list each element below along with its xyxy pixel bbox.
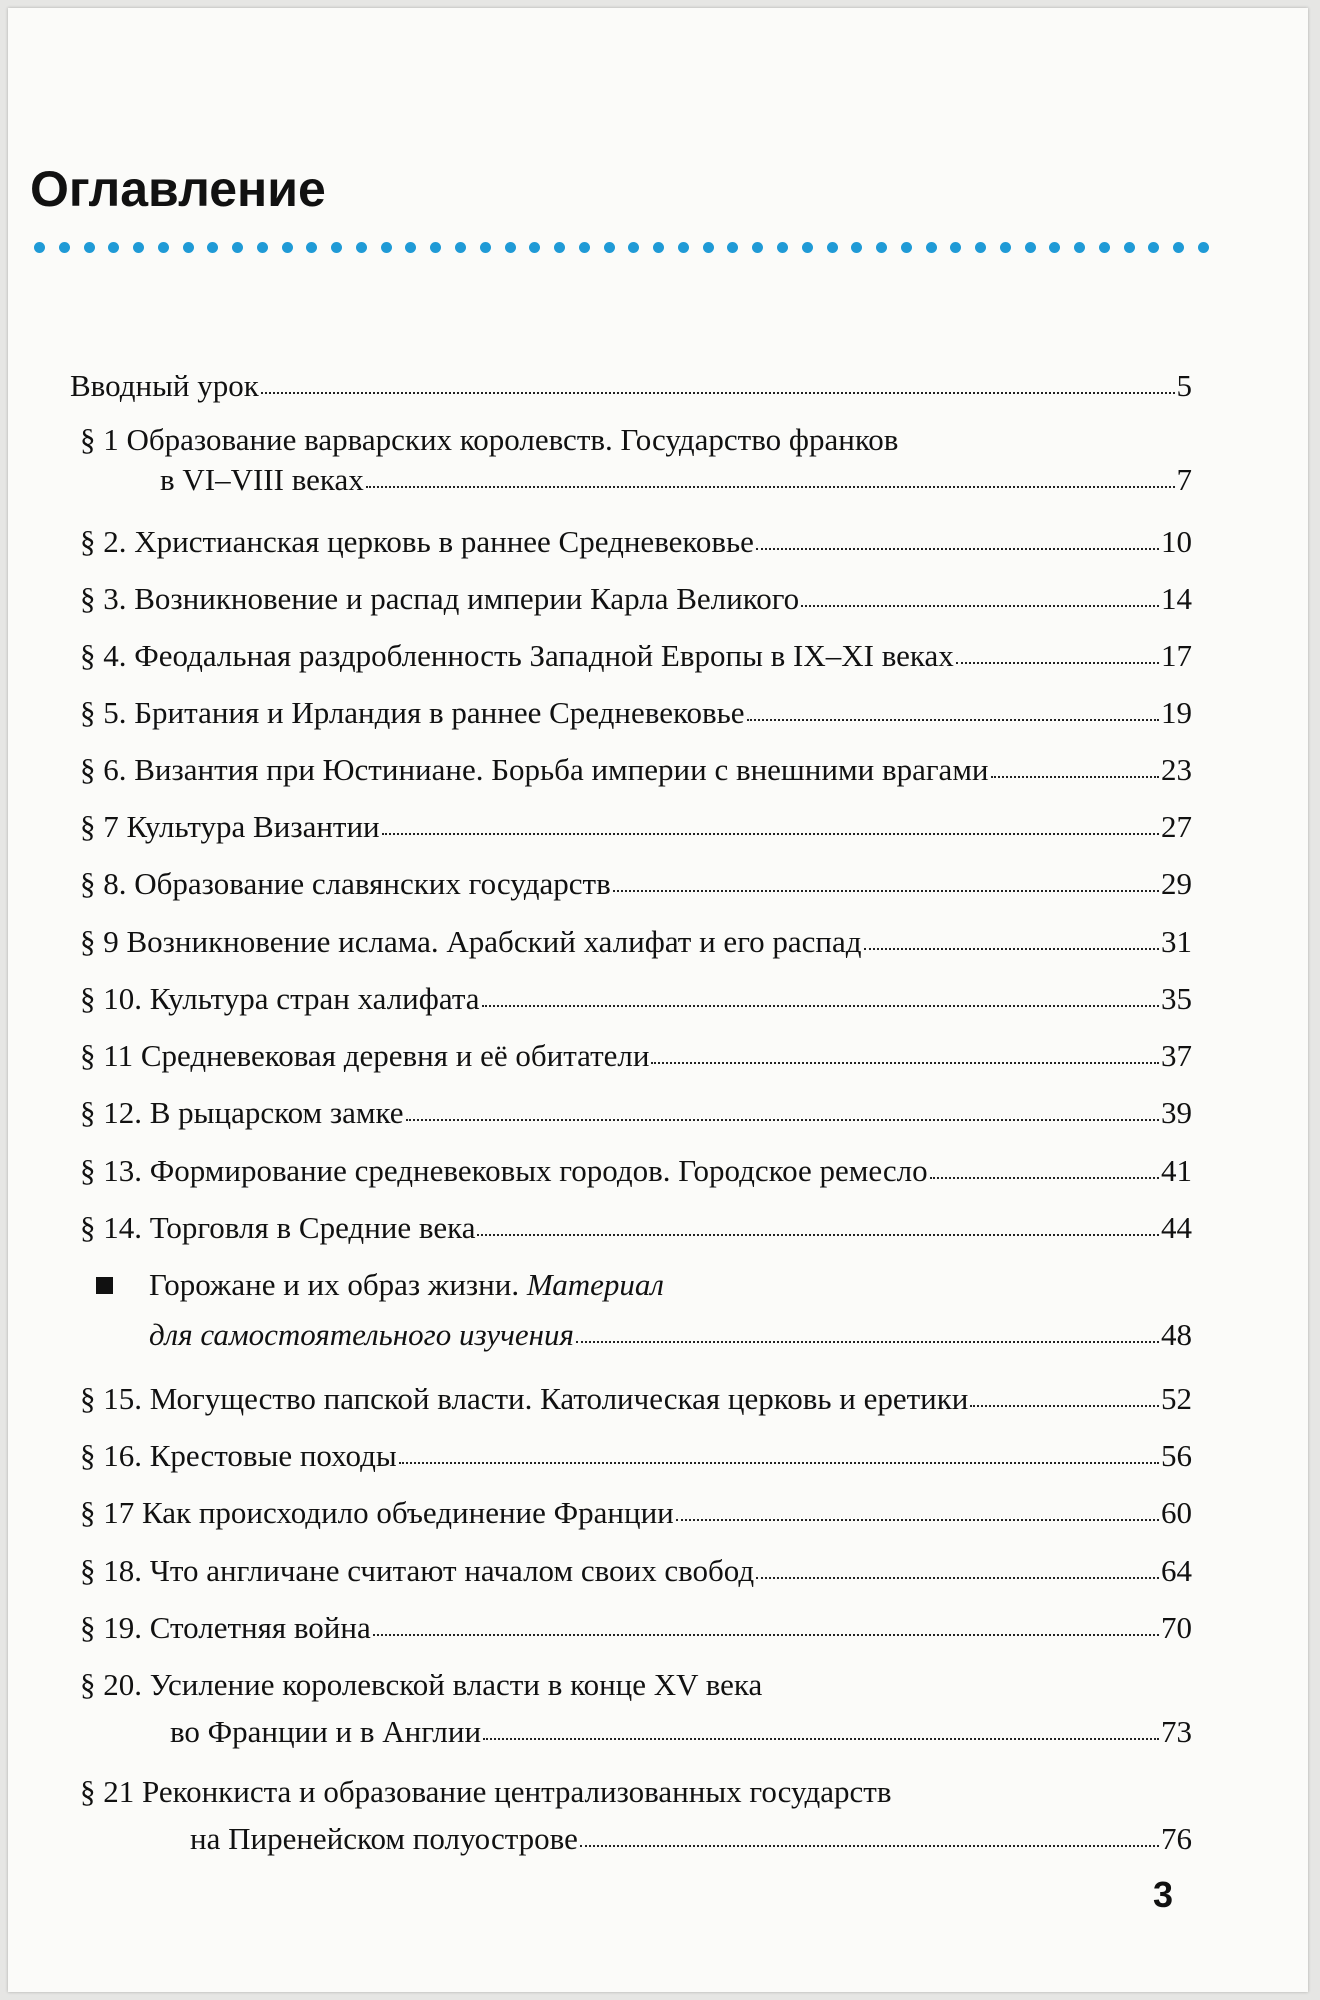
- toc-entry-section-18: [80, 1551, 1192, 1591]
- toc-page-number: 70: [1161, 1610, 1192, 1645]
- toc-entry-section-16: [80, 1436, 1192, 1476]
- toc-page-number: 64: [1161, 1553, 1192, 1588]
- toc-entry-title: § 18. Что англичане считают началом своих свобод: [80, 1553, 755, 1588]
- toc-entry-title: § 20. Усиление королевской власти в конце XV века: [80, 1667, 763, 1702]
- toc-page-number: 10: [1161, 524, 1192, 559]
- toc-entry-section-13: [80, 1151, 1192, 1191]
- dot-leader: [991, 768, 1159, 778]
- toc-entry-section-5: [80, 693, 1192, 733]
- dot-leader: [747, 711, 1159, 721]
- square-bullet-icon: [96, 1277, 113, 1294]
- toc-entry-title: § 5. Британия и Ирландия в раннее Средневековье: [80, 695, 745, 730]
- toc-page-number: 14: [1161, 581, 1192, 616]
- toc-entry-title: § 11 Средневековая деревня и её обитатели: [80, 1038, 650, 1073]
- dot-leader: [613, 882, 1159, 892]
- page-number: 3: [1153, 1874, 1174, 1915]
- toc-entry-section-10: [80, 979, 1192, 1019]
- dot-leader: [756, 1569, 1159, 1579]
- toc-entry-title-continued: во Франции и в Англии: [170, 1714, 482, 1749]
- toc-entry-title: § 3. Возникновение и распад империи Карла Великого: [80, 581, 800, 616]
- toc-page-number: 7: [1176, 462, 1192, 497]
- toc-entry-intro: [70, 366, 1192, 406]
- toc-entry-section-20: [80, 1665, 1192, 1752]
- toc-entry-section-6: [80, 750, 1192, 790]
- dot-leader: [930, 1169, 1159, 1179]
- toc-entry-title-continued: для самостоятельного изучения: [149, 1317, 574, 1352]
- toc-entry-section-2: [80, 522, 1192, 562]
- dot-leader: [970, 1397, 1159, 1407]
- toc-entry-title: § 1 Образование варварских королевств. Государство франков: [80, 422, 899, 457]
- book-page: [8, 8, 1308, 1992]
- toc-entry-title: § 10. Культура стран халифата: [80, 981, 480, 1016]
- dot-leader: [406, 1111, 1159, 1121]
- toc-page-number: 35: [1161, 981, 1192, 1016]
- toc-page-number: 76: [1161, 1821, 1192, 1856]
- toc-entry-title: Вводный урок: [70, 368, 259, 403]
- dot-leader: [576, 1333, 1159, 1343]
- toc-entry-title-italic: Материал: [526, 1267, 664, 1302]
- toc-page-number: 60: [1161, 1495, 1192, 1530]
- toc-entry-title: § 17 Как происходило объединение Франции: [80, 1495, 674, 1530]
- toc-entry-title: § 4. Феодальная раздробленность Западной Европы в IX–XI веках: [80, 638, 954, 673]
- toc-page-number: 52: [1161, 1381, 1192, 1416]
- toc-entry-section-8: [80, 864, 1192, 904]
- toc-page-number: 5: [1176, 368, 1192, 403]
- toc-entry-title: § 16. Крестовые походы: [80, 1438, 397, 1473]
- toc-entry-section-7: [80, 807, 1192, 847]
- toc-page-number: 17: [1161, 638, 1192, 673]
- toc-entry-section-9: [80, 922, 1192, 962]
- toc-page-number: 44: [1161, 1210, 1192, 1245]
- toc-entry-section-17: [80, 1493, 1192, 1533]
- dot-leader: [399, 1454, 1159, 1464]
- toc-entry-section-19: [80, 1608, 1192, 1648]
- dot-leader: [676, 1511, 1159, 1521]
- toc-entry-title: § 9 Возникновение ислама. Арабский халифат и его распад: [80, 924, 862, 959]
- dot-leader: [483, 1730, 1159, 1740]
- toc-page-number: 27: [1161, 809, 1192, 844]
- dot-leader: [756, 540, 1159, 550]
- dot-leader: [801, 597, 1159, 607]
- dot-leader: [864, 940, 1159, 950]
- toc-entry-section-21: [80, 1772, 1192, 1859]
- toc-entry-section-11: [80, 1036, 1192, 1076]
- dot-leader: [477, 1226, 1159, 1236]
- toc-entry-title: § 13. Формирование средневековых городов. Городское ремесло: [80, 1153, 928, 1188]
- toc-entry-title: § 8. Образование славянских государств: [80, 866, 611, 901]
- dot-leader: [956, 654, 1159, 664]
- toc-page-number: 56: [1161, 1438, 1192, 1473]
- toc-entry-title: § 14. Торговля в Средние века: [80, 1210, 476, 1245]
- dot-leader: [373, 1626, 1159, 1636]
- toc-entry-title: § 19. Столетняя война: [80, 1610, 371, 1645]
- toc-entry-section-4: [80, 636, 1192, 676]
- toc-entry-title-continued: в VI–VIII веках: [160, 462, 364, 497]
- toc-page-number: 23: [1161, 752, 1192, 787]
- toc-page-number: 39: [1161, 1095, 1192, 1130]
- toc-entry-section-12: [80, 1093, 1192, 1133]
- toc-entry-title: § 15. Могущество папской власти. Католическая церковь и еретики: [80, 1381, 969, 1416]
- dot-leader: [382, 825, 1159, 835]
- toc-entry-title: § 7 Культура Византии: [80, 809, 380, 844]
- toc-entry-section-14: [80, 1208, 1192, 1248]
- toc-entry-section-1: [80, 420, 1192, 500]
- toc-entry-title: § 2. Христианская церковь в раннее Средневековье: [80, 524, 754, 559]
- table-of-contents: [8, 8, 1308, 1992]
- toc-page-number: 19: [1161, 695, 1192, 730]
- dot-leader: [580, 1837, 1159, 1847]
- dot-leader: [261, 384, 1175, 394]
- toc-entry-title-continued: на Пиренейском полуострове: [190, 1821, 578, 1856]
- toc-entry-title: § 12. В рыцарском замке: [80, 1095, 404, 1130]
- toc-entry-title: § 21 Реконкиста и образование централизованных государств: [80, 1774, 892, 1809]
- dot-leader: [482, 997, 1159, 1007]
- toc-page-number: 31: [1161, 924, 1192, 959]
- toc-entry-supplementary: [80, 1265, 1192, 1355]
- toc-page-number: 41: [1161, 1153, 1192, 1188]
- toc-page-number: 48: [1161, 1317, 1192, 1352]
- toc-entry-title: Горожане и их образ жизни.: [149, 1267, 527, 1302]
- page-title: Оглавление: [30, 161, 326, 217]
- toc-entry-section-3: [80, 579, 1192, 619]
- toc-entry-title: § 6. Византия при Юстиниане. Борьба империи с внешними врагами: [80, 752, 989, 787]
- toc-entry-section-15: [80, 1379, 1192, 1419]
- toc-page-number: 29: [1161, 866, 1192, 901]
- dot-leader: [366, 478, 1175, 488]
- dot-leader: [651, 1054, 1159, 1064]
- toc-page-number: 37: [1161, 1038, 1192, 1073]
- toc-page-number: 73: [1161, 1714, 1192, 1749]
